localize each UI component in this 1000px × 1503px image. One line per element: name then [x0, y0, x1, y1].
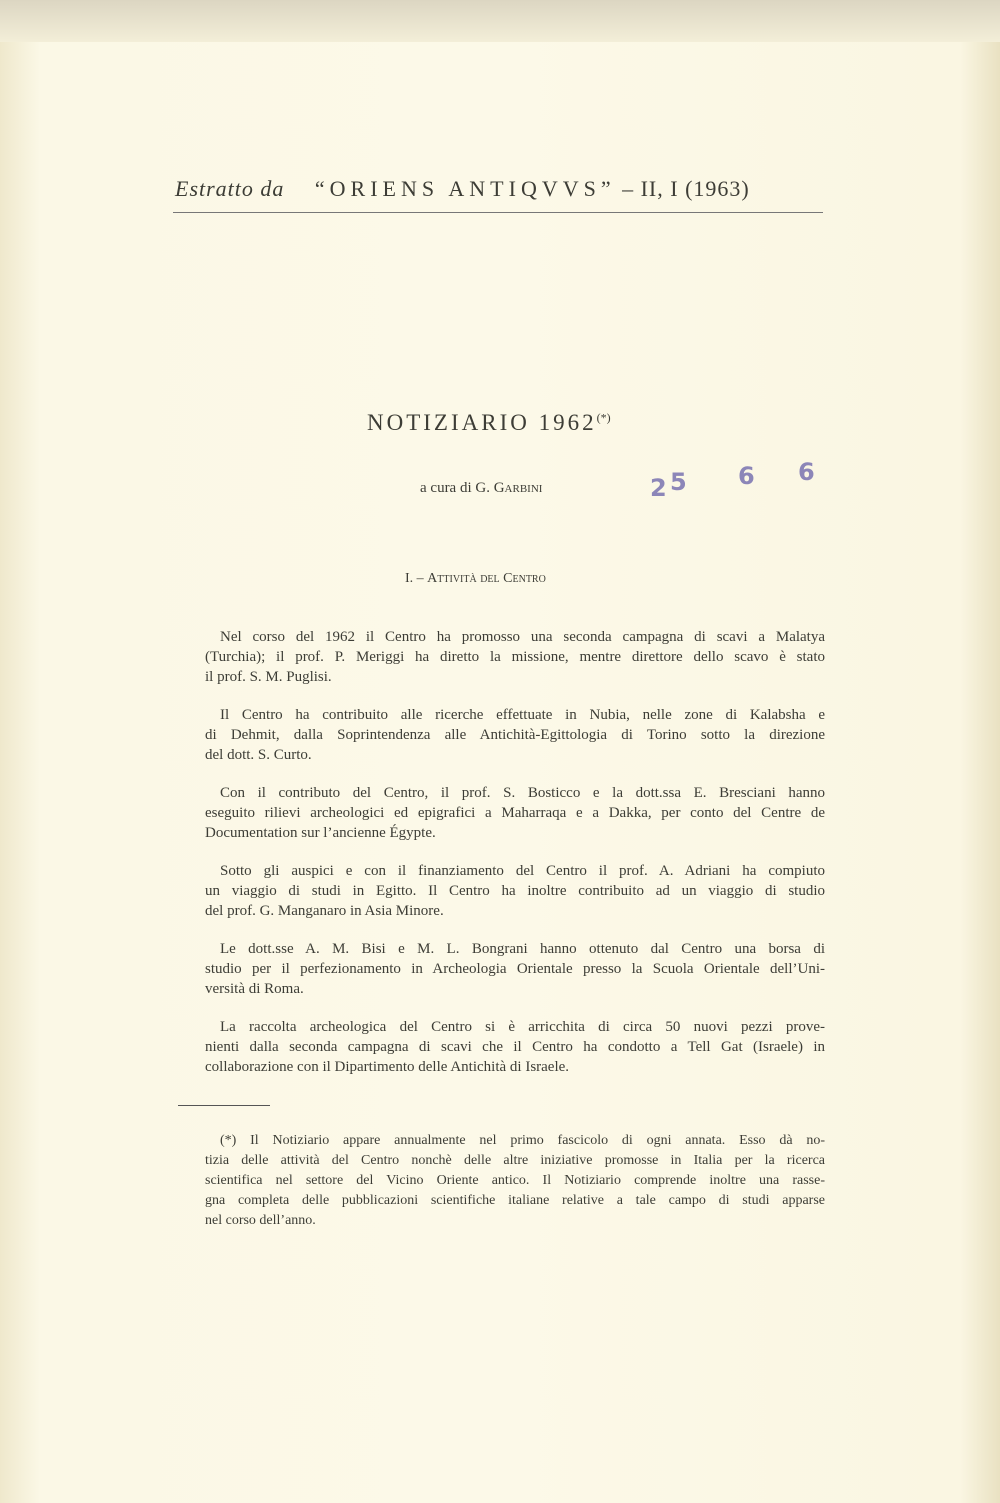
issue-info: – II, I (1963) [622, 176, 750, 201]
footnote-line: (*) Il Notiziario appare annualmente nel primo fascicolo di ogni annata. Esso dà no- [220, 1133, 825, 1148]
page-title [367, 410, 611, 436]
footnote-line: tizia delle attività del Centro nonchè delle altre iniziative promosse in Italia per la ricerca [205, 1153, 825, 1168]
text-line: Con il contributo del Centro, il prof. S. Bosticco e la dott.ssa E. Bresciani hanno [220, 785, 825, 801]
journal-name: “ORIENS ANTIQVVS” [314, 176, 616, 201]
text-line: (Turchia); il prof. P. Meriggi ha diretto la missione, mentre direttore dello scavo è stato [205, 649, 825, 665]
section-title: Attività del Centro [427, 571, 546, 586]
text-line: Nel corso del 1962 il Centro ha promosso una seconda campagna di scavi a Malatya [220, 629, 825, 645]
stamp-digit: 6 [738, 462, 755, 490]
footnote [205, 1131, 825, 1231]
footnote-line: scientifica nel settore del Vicino Oriente antico. Il Notiziario comprende inoltre una rasse- [205, 1173, 825, 1188]
body-text [205, 627, 825, 1095]
text-line: del prof. G. Manganaro in Asia Minore. [205, 903, 444, 919]
text-line: Sotto gli auspici e con il finanziamento del Centro il prof. A. Adriani ha compiuto [220, 863, 825, 879]
title-text: NOTIZIARIO 1962 [367, 410, 597, 435]
text-line: Documentation sur l’ancienne Égypte. [205, 825, 436, 841]
scan-edge [0, 0, 1000, 42]
text-line: Le dott.sse A. M. Bisi e M. L. Bongrani hanno ottenuto dal Centro una borsa di [220, 941, 825, 957]
text-line: La raccolta archeologica del Centro si è arricchita di circa 50 nuovi pezzi prove- [220, 1019, 825, 1035]
text-line: di Dehmit, dalla Soprintendenza alle Antichità-Egittologia di Torino sotto la direzione [205, 727, 825, 743]
editor-name: Garbini [493, 480, 543, 496]
text-line: il prof. S. M. Puglisi. [205, 669, 332, 685]
text-line: un viaggio di studi in Egitto. Il Centro ha inoltre contribuito ad un viaggio di studio [205, 883, 825, 899]
text-line: del dott. S. Curto. [205, 747, 312, 763]
stamp-digit: 5 [670, 468, 687, 496]
paragraph [205, 939, 825, 999]
paragraph [205, 1017, 825, 1077]
paragraph [205, 627, 825, 687]
paragraph [205, 861, 825, 921]
text-line: nienti dalla seconda campagna di scavi che il Centro ha condotto a Tell Gat (Israele) in [205, 1039, 825, 1055]
stamp-digit: 2 [650, 474, 667, 502]
stamp-digit: 6 [798, 458, 815, 486]
header-rule [173, 212, 823, 213]
text-line: versità di Roma. [205, 981, 304, 997]
text-line: collaborazione con il Dipartimento delle Antichità di Israele. [205, 1059, 570, 1075]
footnote-rule [178, 1105, 270, 1106]
offprint-header [175, 176, 825, 202]
paragraph [205, 783, 825, 843]
footnote-mark: (*) [596, 410, 611, 425]
paragraph [205, 705, 825, 765]
text-line: Il Centro ha contribuito alle ricerche effettuate in Nubia, nelle zone di Kalabsha e [220, 707, 825, 723]
section-number: I. – [405, 571, 424, 586]
text-line: eseguito rilievi archeologici ed epigrafici a Maharraqa e a Dakka, per conto del Centre de [205, 805, 825, 821]
section-heading [405, 571, 546, 587]
editor-line [420, 480, 542, 497]
editor-prefix: a cura di G. [420, 480, 490, 496]
footnote-line: nel corso dell’anno. [205, 1213, 316, 1228]
footnote-line: gna completa delle pubblicazioni scientifiche italiane relative a tale campo di studi apparse [205, 1193, 825, 1208]
text-line: studio per il perfezionamento in Archeologia Orientale presso la Scuola Orientale dell’Uni- [205, 961, 825, 977]
header-italic: Estratto da [175, 176, 285, 201]
